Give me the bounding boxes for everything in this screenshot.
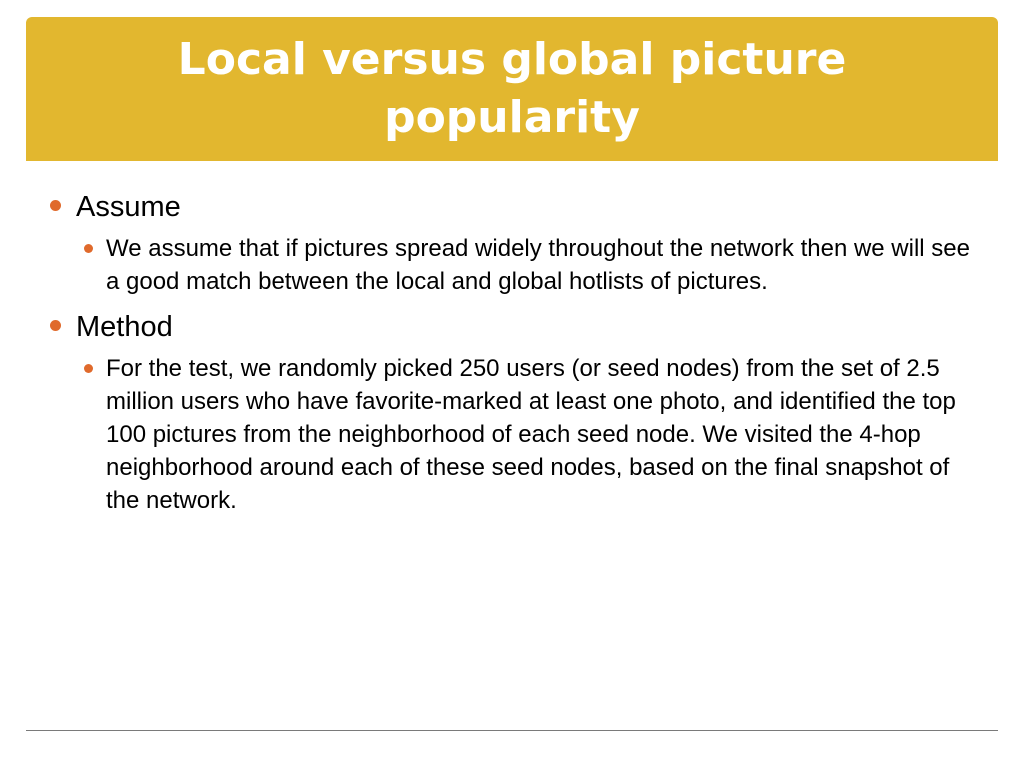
bullet-dot-icon [50, 320, 61, 331]
bullet-method [44, 308, 984, 346]
sub-bullet-method-1 [44, 352, 984, 517]
title-bar [26, 17, 998, 161]
method-subitems [44, 352, 984, 517]
sub-bullet-text: For the test, we randomly picked 250 users (or seed nodes) from the set of 2.5 million users who have favorite-marked at least one photo, and identified the top 100 pictures from the neighborhood of each seed node. We visited the 4-hop neighborhood around each of these seed nodes, based on the final snapshot of the network. [106, 355, 956, 514]
sub-bullet-text: We assume that if pictures spread widely throughout the network then we will see a good match between the local and global hotlists of pictures. [106, 235, 970, 295]
footer-divider [26, 730, 998, 731]
slide-content [44, 188, 984, 527]
sub-bullet-assume-1 [44, 232, 984, 298]
bullet-assume [44, 188, 984, 226]
bullet-heading-assume: Assume [76, 191, 181, 223]
bullet-dot-icon [50, 200, 61, 211]
slide-title: Local versus global picture popularity [177, 34, 847, 143]
bullet-heading-method: Method [76, 311, 173, 343]
assume-subitems [44, 232, 984, 298]
sub-bullet-dot-icon [84, 244, 93, 253]
sub-bullet-dot-icon [84, 364, 93, 373]
